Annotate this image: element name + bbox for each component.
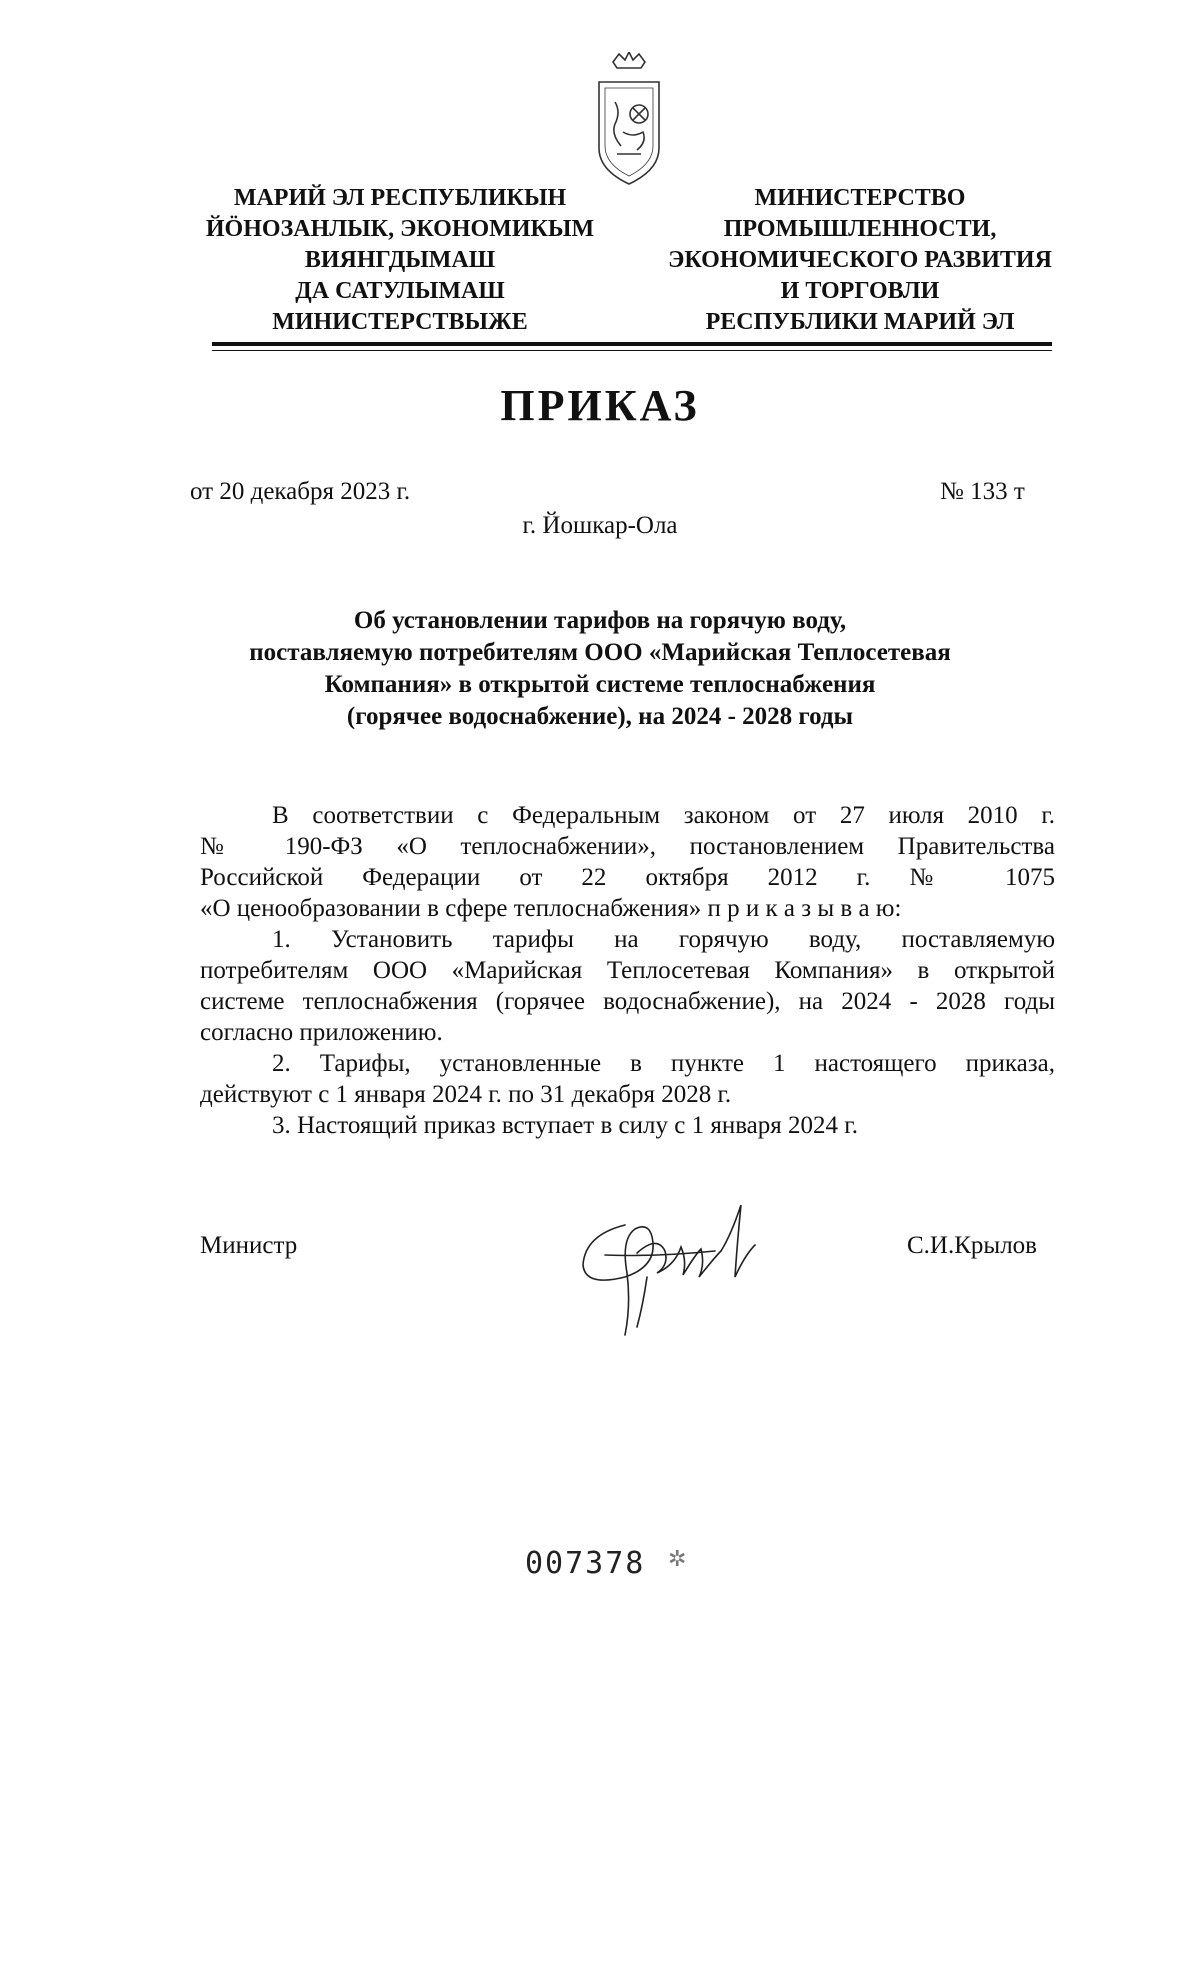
header-divider-thick — [212, 342, 1052, 346]
header-right-line: МИНИСТЕРСТВО — [754, 185, 966, 211]
signatory-name: С.И.Крылов — [907, 1232, 1037, 1259]
header-left-line: МАРИЙ ЭЛ РЕСПУБЛИКЫН — [233, 185, 567, 211]
header-right-line: И ТОРГОВЛИ — [780, 278, 940, 304]
document-city: г. Йошкар-Ола — [522, 512, 678, 539]
item2-line: 2. Тарифы, установленные в пункте 1 настоящего приказа, — [272, 1050, 1055, 1077]
document-number: № 133 т — [940, 478, 1025, 505]
header-left-line: МИНИСТЕРСТВЫЖЕ — [272, 309, 528, 335]
preamble-line: «О ценообразовании в сфере теплоснабжения» п р и к а з ы в а ю: — [200, 895, 902, 922]
item1-line: системе теплоснабжения (горячее водоснабжение), на 2024 - 2028 годы — [200, 988, 1055, 1015]
item1-line: согласно приложению. — [200, 1019, 443, 1046]
header-left-line: ДА САТУЛЫМАШ — [295, 278, 505, 304]
header-right-block — [640, 183, 1080, 338]
document-subject — [150, 605, 1050, 733]
document-body — [200, 800, 1055, 1141]
header-left-block — [185, 183, 615, 338]
serial-number: 007378 — [525, 1546, 646, 1581]
preamble-line: Российской Федерации от 22 октября 2012 г. № 1075 — [200, 864, 1055, 891]
header-right-line: ПРОМЫШЛЕННОСТИ, — [723, 216, 997, 242]
item3-line: 3. Настоящий приказ вступает в силу с 1 января 2024 г. — [272, 1112, 858, 1139]
coat-of-arms-icon — [583, 52, 675, 190]
subject-line: поставляемую потребителям ООО «Марийская Теплосетевая — [249, 639, 951, 666]
subject-line: (горячее водоснабжение), на 2024 - 2028 годы — [346, 703, 854, 730]
subject-line: Компания» в открытой системе теплоснабжения — [324, 671, 876, 698]
header-right-line: ЭКОНОМИЧЕСКОГО РАЗВИТИЯ — [668, 247, 1052, 273]
header-divider-thin — [212, 350, 1052, 351]
signatory-title: Министр — [200, 1232, 298, 1259]
asterisk-mark-icon: ✲ — [668, 1546, 687, 1571]
subject-line: Об установлении тарифов на горячую воду, — [353, 607, 847, 634]
header-left-line: ЙӦНОЗАНЛЫК, ЭКОНОМИКЫМ — [205, 216, 595, 242]
header-right-line: РЕСПУБЛИКИ МАРИЙ ЭЛ — [705, 309, 1015, 335]
preamble-line: В соответствии с Федеральным законом от 27 июля 2010 г. — [272, 802, 1055, 829]
document-title: ПРИКАЗ — [500, 381, 700, 430]
document-date: от 20 декабря 2023 г. — [190, 478, 411, 505]
handwritten-signature — [565, 1195, 790, 1345]
item2-line: действуют с 1 января 2024 г. по 31 декабря 2028 г. — [200, 1081, 732, 1108]
header-left-line: ВИЯНГДЫМАШ — [304, 247, 496, 273]
item1-line: потребителям ООО «Марийская Теплосетевая Компания» в открытой — [200, 957, 1055, 984]
preamble-line: № 190-ФЗ «О теплоснабжении», постановлением Правительства — [200, 833, 1055, 860]
item1-line: 1. Установить тарифы на горячую воду, поставляемую — [272, 926, 1055, 953]
